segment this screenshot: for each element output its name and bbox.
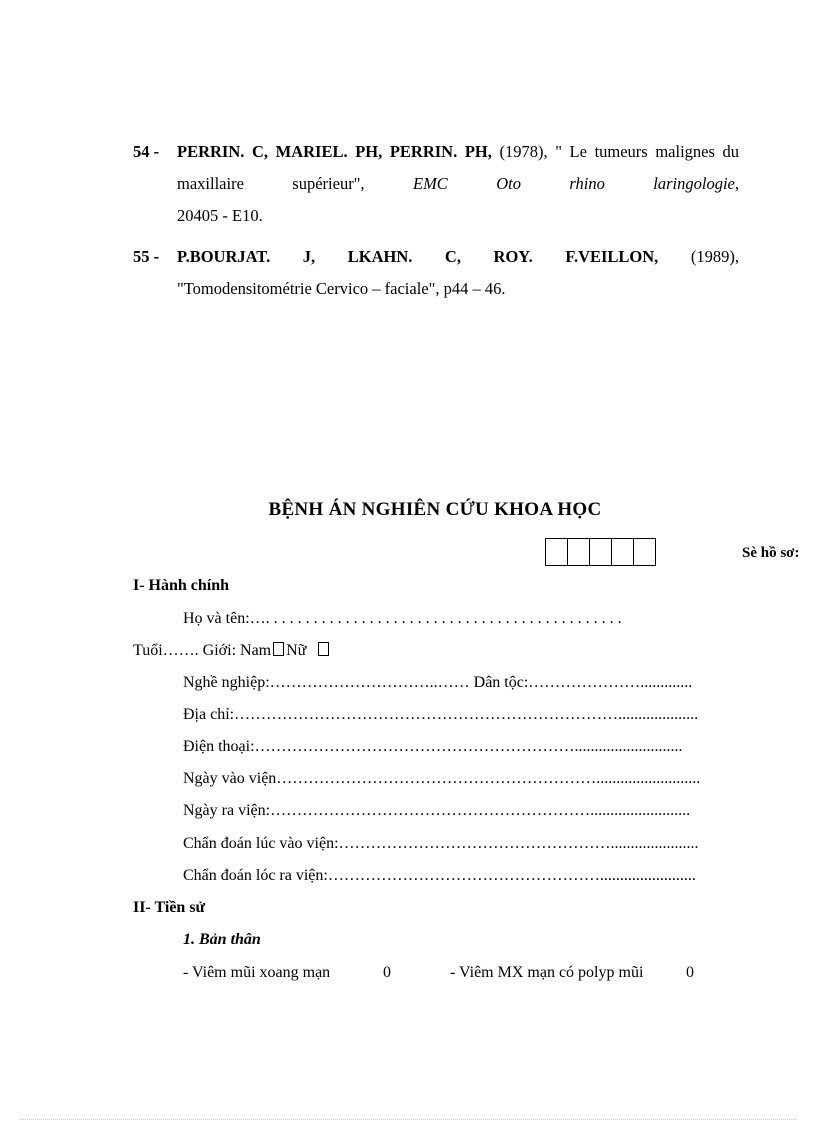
form-title: BỆNH ÁN NGHIÊN CỨU KHOA HỌC bbox=[268, 499, 602, 520]
age-gender-row bbox=[133, 642, 331, 660]
record-box[interactable] bbox=[633, 538, 656, 566]
reference-pages: p44 – 46. bbox=[443, 279, 506, 298]
age-field[interactable]: Tuổi……. Giới: bbox=[133, 642, 237, 659]
admission-date-field[interactable]: Ngày vào viện…………………………………………………….......................... bbox=[183, 770, 701, 787]
reference-number: 54 - bbox=[133, 142, 160, 161]
reference-journal: EMC Oto rhino laringologie, bbox=[412, 174, 739, 193]
page-bottom-divider bbox=[20, 1119, 796, 1120]
female-checkbox[interactable] bbox=[318, 642, 329, 656]
history-item-polyp: - Viêm MX mạn có polyp mũi bbox=[450, 964, 644, 981]
section-history: II- Tiền sử bbox=[133, 899, 206, 916]
reference-title-line bbox=[177, 273, 739, 305]
male-checkbox[interactable] bbox=[273, 642, 284, 656]
history-item-chronic-sinusitis: - Viêm mũi xoang mạn bbox=[183, 964, 331, 981]
male-label: Nam bbox=[240, 642, 272, 659]
record-box[interactable] bbox=[545, 538, 568, 566]
admission-diagnosis-field[interactable]: Chẩn đoán lúc vào viện:……………………………………………...................... bbox=[183, 835, 699, 852]
reference-54 bbox=[133, 136, 739, 232]
record-box[interactable] bbox=[611, 538, 634, 566]
history-item-polyp-value[interactable]: 0 bbox=[686, 964, 694, 981]
address-field[interactable]: Địa chỉ:……………………………………………………………….................... bbox=[183, 706, 699, 723]
reference-year: (1978), bbox=[499, 142, 548, 161]
discharge-date-field[interactable]: Ngày ra viện:……………………………………………………......................... bbox=[183, 802, 691, 819]
reference-number: 55 - bbox=[133, 247, 160, 266]
record-number-label: Sè hồ sơ: bbox=[742, 545, 800, 561]
history-item-chronic-sinusitis-value[interactable]: 0 bbox=[383, 964, 391, 981]
phone-field[interactable]: Điện thoại:……………………………………………………........................... bbox=[183, 738, 683, 755]
subsection-personal: 1. Bản thân bbox=[183, 931, 261, 948]
occupation-ethnicity-field[interactable]: Nghề nghiệp:…………………………..…… Dân tộc:…………………............. bbox=[183, 674, 693, 691]
reference-body bbox=[177, 136, 739, 200]
reference-year: (1989), bbox=[690, 247, 740, 266]
record-box[interactable] bbox=[567, 538, 590, 566]
reference-title: " Le tumeurs malignes du maxillaire supérieur", bbox=[177, 142, 740, 193]
record-number-boxes[interactable] bbox=[546, 538, 656, 566]
reference-title: "Tomodensitométrie Cervico – faciale", bbox=[177, 279, 440, 298]
discharge-diagnosis-field[interactable]: Chẩn đoán lóc ra viện:……………………………………………........................ bbox=[183, 867, 696, 884]
reference-authors: P.BOURJAT. J, LKAHN. C, ROY. F.VEILLON, bbox=[177, 247, 659, 266]
section-administrative: I- Hành chính bbox=[133, 577, 230, 594]
female-label: Nữ bbox=[286, 642, 307, 659]
reference-body bbox=[177, 241, 739, 273]
reference-55 bbox=[133, 241, 739, 305]
reference-authors: PERRIN. C, MARIEL. PH, PERRIN. PH, bbox=[177, 142, 492, 161]
reference-pages: 20405 - E10. bbox=[177, 206, 263, 225]
record-box[interactable] bbox=[589, 538, 612, 566]
name-field[interactable]: Họ và tên:…. . . . . . . . . . . . . . . . . . . . . . . . . . . . . . . . . . . . . . . . . . . . . bbox=[183, 610, 622, 627]
